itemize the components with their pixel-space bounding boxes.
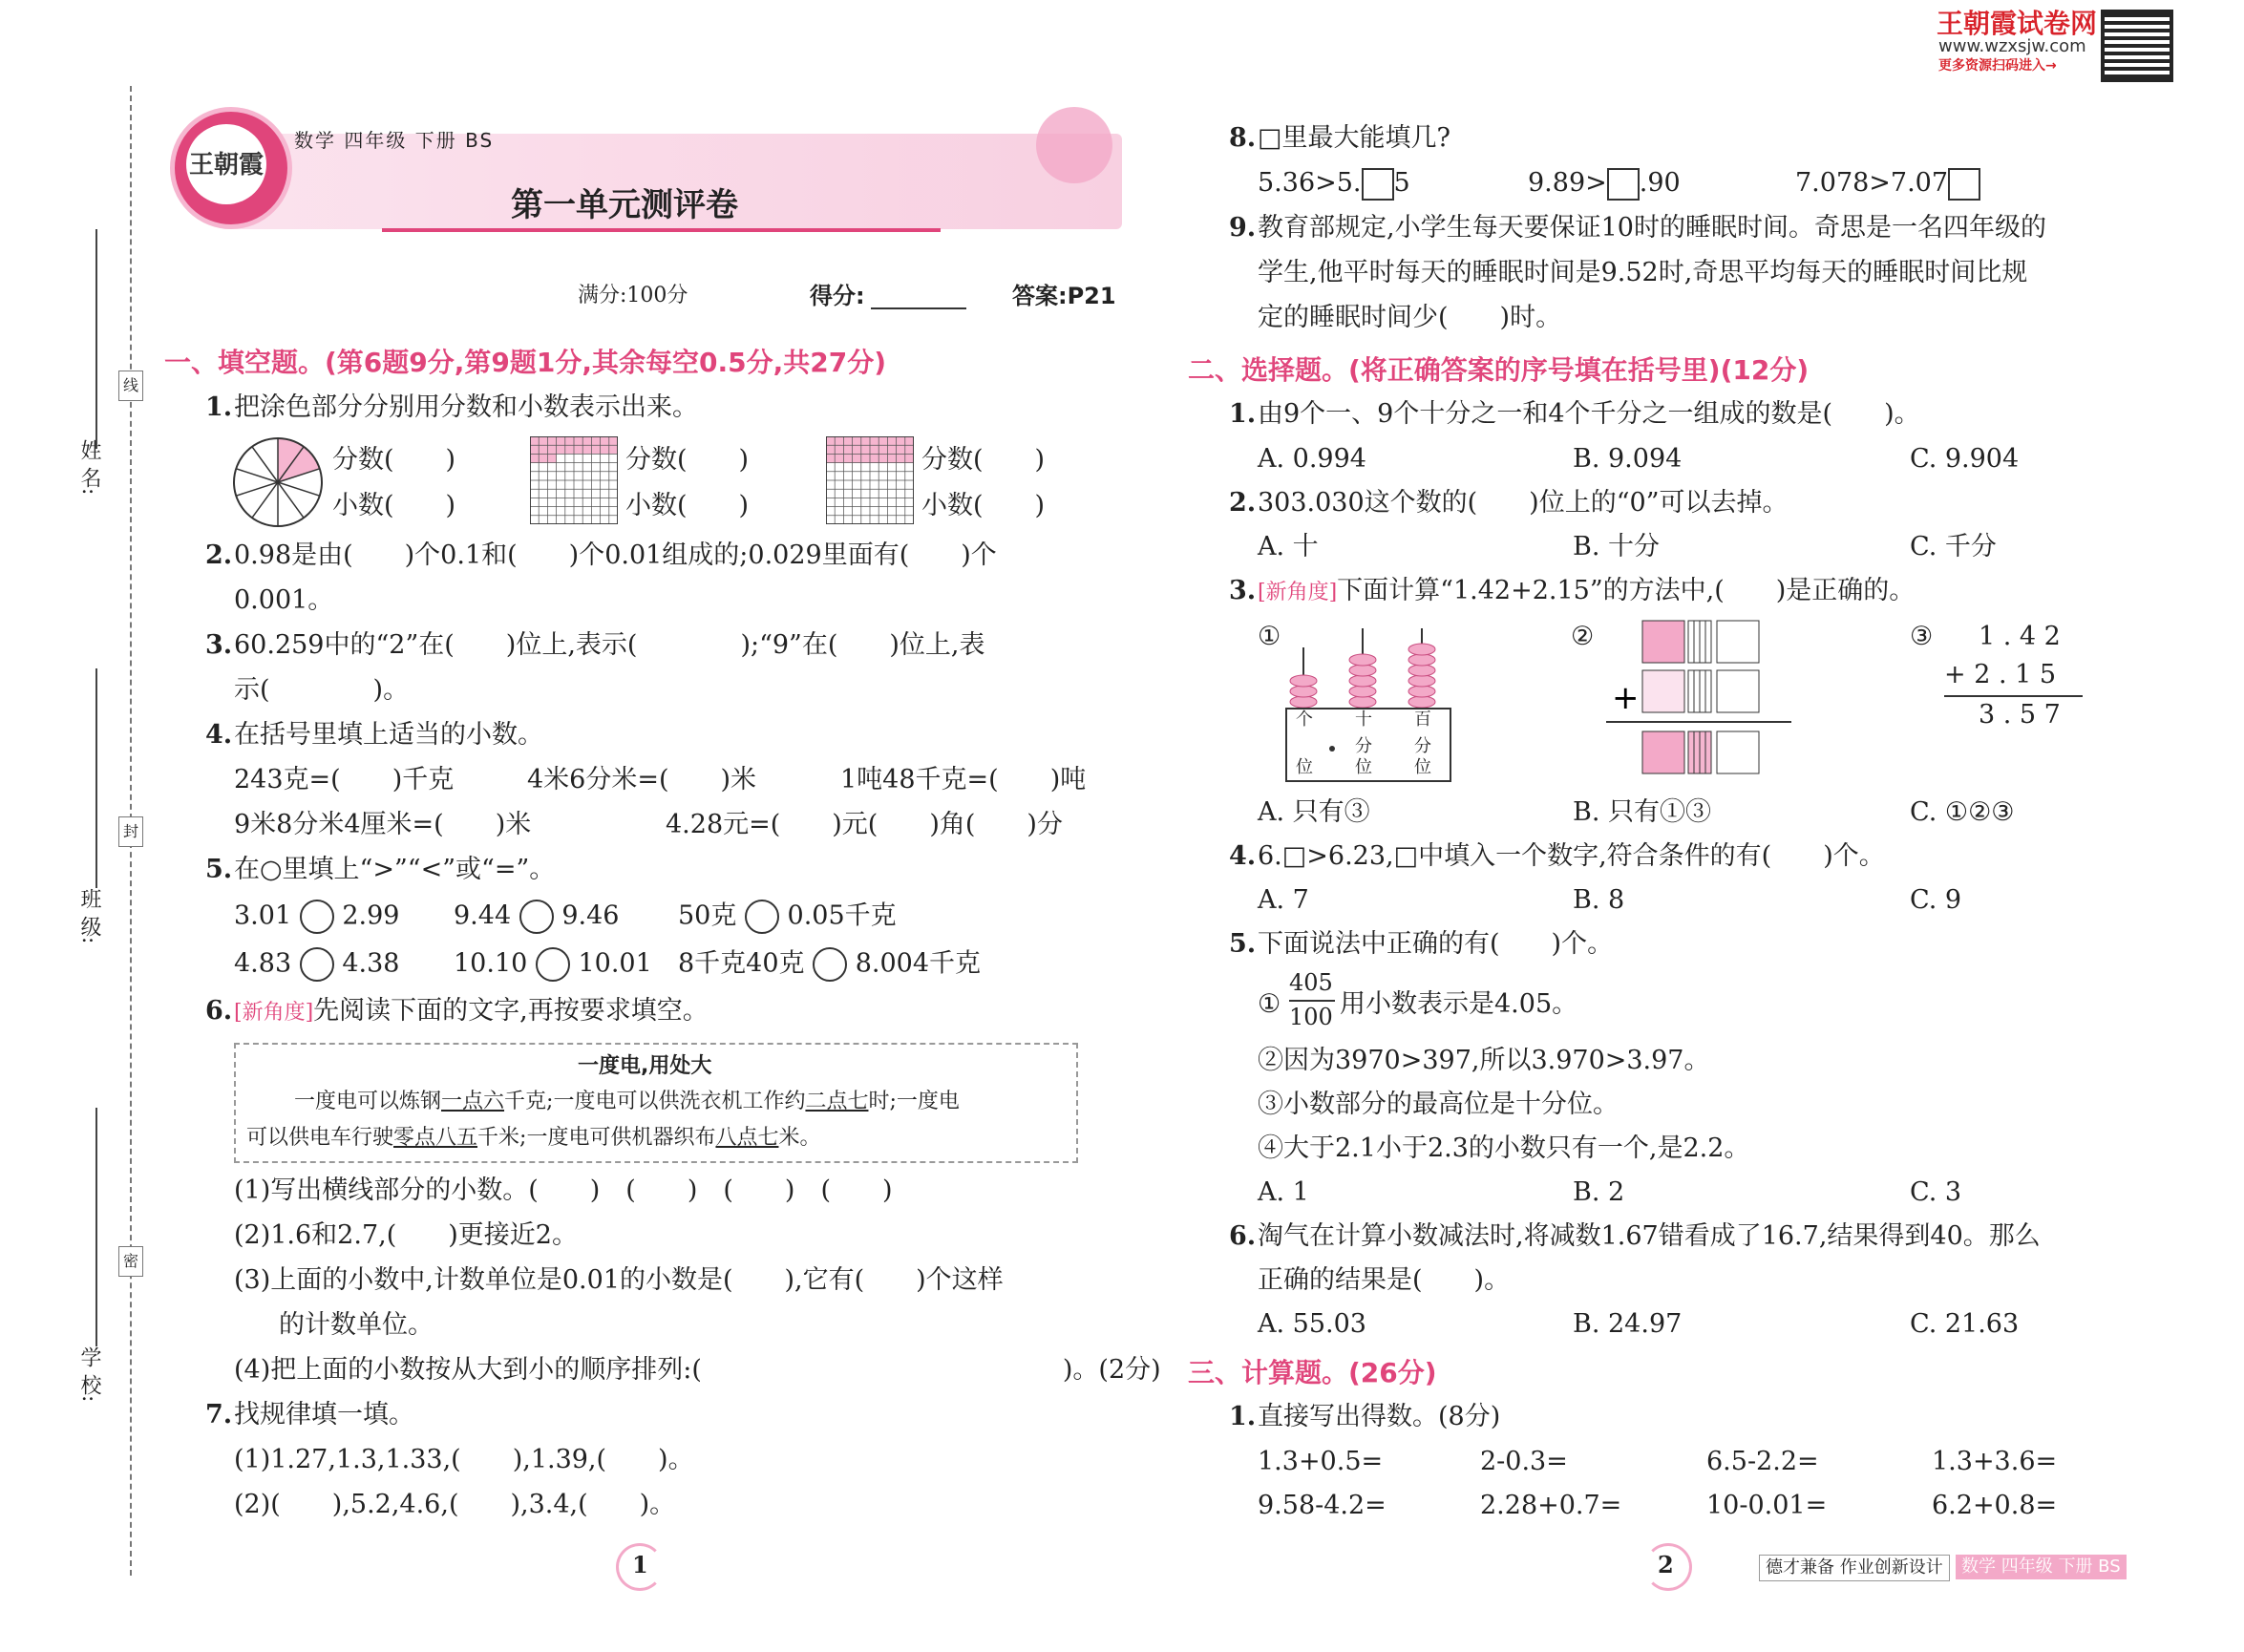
calc-item: 2.28+0.7= bbox=[1480, 1491, 1622, 1520]
q4-item-e: 4.28元=( )元( )角( )分 bbox=[666, 810, 1063, 839]
compare-circle[interactable] bbox=[745, 900, 779, 934]
c3-method-2-label: ② bbox=[1571, 622, 1595, 651]
q5-item-2: 9.44 9.46 bbox=[454, 900, 619, 934]
c3-option-a[interactable]: A. 只有③ bbox=[1258, 797, 1370, 827]
q9-line1: 教育部规定,小学生每天要保证10时的睡眠时间。奇思是一名四年级的 bbox=[1258, 213, 2046, 243]
abacus-label-shi: 十 bbox=[1355, 710, 1372, 730]
c5-statement-3: ③小数部分的最高位是十分位。 bbox=[1258, 1090, 1619, 1119]
watermark-url: www.wzxsjw.com bbox=[1938, 36, 2086, 56]
abacus-label-bai: 百 bbox=[1414, 710, 1431, 730]
c1-option-b[interactable]: B. 9.094 bbox=[1573, 444, 1683, 474]
header-sun-decoration bbox=[1036, 107, 1112, 183]
q9-line2: 学生,他平时每天的睡眠时间是9.52时,奇思平均每天的睡眠时间比规 bbox=[1258, 258, 2028, 287]
page-title: 第一单元测评卷 bbox=[511, 186, 738, 224]
c1-option-a[interactable]: A. 0.994 bbox=[1258, 444, 1366, 474]
calc-item: 9.58-4.2= bbox=[1258, 1491, 1387, 1520]
binding-mark-mi: 密 bbox=[118, 1246, 143, 1277]
q1-number: 1. bbox=[205, 392, 233, 422]
c6-line2: 正确的结果是( )。 bbox=[1258, 1265, 1511, 1295]
q6-box-line1: 一度电可以炼钢一点六千克;一度电可以供洗衣机工作约二点七时;一度电 bbox=[294, 1090, 960, 1113]
q1-frac-1: 分数( ) bbox=[332, 445, 456, 475]
watermark-title: 王朝霞试卷网 bbox=[1937, 8, 2098, 39]
q6-line: [新角度]先阅读下面的文字,再按要求填空。 bbox=[234, 996, 709, 1026]
q6-sub-3a: (3)上面的小数中,计数单位是0.01的小数是( ),它有( )个这样 bbox=[234, 1265, 1004, 1295]
q2-line1: 0.98是由( )个0.1和( )个0.01组成的;0.029里面有( )个 bbox=[234, 540, 997, 570]
c3-vertical-line1: 1 . 4 2 bbox=[1979, 622, 2061, 651]
q8-item-a: 5.36>5. 5 bbox=[1258, 167, 1410, 201]
section-2-heading: 二、选择题。(将正确答案的序号填在括号里)(12分) bbox=[1188, 354, 1810, 386]
c5-statement-1-prefix: ① bbox=[1258, 989, 1281, 1019]
q4-item-c: 1吨48千克=( )吨 bbox=[840, 765, 1087, 794]
q8-answer-box[interactable] bbox=[1607, 168, 1640, 201]
calc-item: 10-0.01= bbox=[1706, 1491, 1828, 1520]
compare-circle[interactable] bbox=[519, 900, 554, 934]
c6-number: 6. bbox=[1229, 1221, 1257, 1251]
c2-option-a[interactable]: A. 十 bbox=[1258, 532, 1319, 561]
q7-text: 找规律填一填。 bbox=[234, 1400, 414, 1430]
c4-number: 4. bbox=[1229, 841, 1257, 871]
c1-number: 1. bbox=[1229, 399, 1257, 429]
score-label: 得分: bbox=[810, 283, 865, 309]
compare-circle[interactable] bbox=[300, 900, 334, 934]
q7-number: 7. bbox=[205, 1400, 233, 1430]
q2-line2: 0.001。 bbox=[234, 585, 334, 615]
q1-text: 把涂色部分分别用分数和小数表示出来。 bbox=[234, 392, 698, 422]
page-number-right: 2 bbox=[1658, 1551, 1674, 1578]
q8-answer-box[interactable] bbox=[1362, 168, 1394, 201]
calc-item: 6.5-2.2= bbox=[1706, 1447, 1819, 1476]
q4-text: 在括号里填上适当的小数。 bbox=[234, 720, 543, 750]
compare-circle[interactable] bbox=[300, 947, 334, 982]
q6-box-title: 一度电,用处大 bbox=[578, 1054, 712, 1078]
footer-subject: 数学 四年级 下册 BS bbox=[1956, 1555, 2127, 1579]
abacus-sub-shi: 分 bbox=[1355, 736, 1372, 756]
q3-number: 3. bbox=[205, 630, 233, 660]
footer-brand: 德才兼备 作业创新设计 bbox=[1759, 1555, 1950, 1581]
q1-frac-3: 分数( ) bbox=[921, 445, 1046, 475]
c4-text: 6.□>6.23,□中填入一个数字,符合条件的有( )个。 bbox=[1258, 841, 1885, 871]
c4-option-c[interactable]: C. 9 bbox=[1910, 885, 1962, 915]
q1-dec-2: 小数( ) bbox=[625, 491, 750, 520]
q5-text: 在○里填上“>”“<”或“=”。 bbox=[234, 855, 556, 884]
calc-item: 6.2+0.8= bbox=[1932, 1491, 2058, 1520]
q1-frac-2: 分数( ) bbox=[625, 445, 750, 475]
calc-item: 1.3+0.5= bbox=[1258, 1447, 1384, 1476]
q8-text: □里最大能填几? bbox=[1258, 123, 1450, 153]
c3-vertical-line2: + 2 . 1 5 bbox=[1944, 660, 2057, 689]
q3-line1: 60.259中的“2”在( )位上,表示( );“9”在( )位上,表 bbox=[234, 630, 985, 660]
section-3-heading: 三、计算题。(26分) bbox=[1188, 1357, 1437, 1388]
c1-text: 由9个一、9个十分之一和4个千分之一组成的数是( )。 bbox=[1258, 399, 1920, 429]
answer-ref: 答案:P21 bbox=[1012, 283, 1116, 309]
c3-blocks-figure bbox=[1604, 619, 1795, 783]
binding-mark-xian: 线 bbox=[118, 371, 143, 401]
abacus-sub2-shi: 位 bbox=[1355, 757, 1372, 777]
q7-sub-2: (2)( ),5.2,4.6,( ),3.4,( )。 bbox=[234, 1490, 676, 1519]
q6-sub-2: (2)1.6和2.7,( )更接近2。 bbox=[234, 1220, 578, 1250]
q1-pie-figure bbox=[232, 436, 324, 528]
abacus-sub-bai: 分 bbox=[1414, 736, 1431, 756]
q1-grid-figure-2 bbox=[826, 436, 914, 524]
q4-item-b: 4米6分米=( )米 bbox=[527, 765, 757, 794]
q8-item-c: 7.078>7.07 bbox=[1795, 167, 1980, 201]
c5-statement-2: ②因为3970>397,所以3.970>3.97。 bbox=[1258, 1046, 1710, 1075]
c5-fraction-denominator: 100 bbox=[1289, 1004, 1333, 1030]
c2-option-b[interactable]: B. 十分 bbox=[1573, 532, 1661, 561]
new-angle-tag: [新角度] bbox=[1258, 581, 1338, 604]
k1-text: 直接写出得数。(8分) bbox=[1258, 1402, 1501, 1431]
compare-circle[interactable] bbox=[536, 947, 570, 982]
header-subject-line: 数学 四年级 下册 BS bbox=[294, 129, 495, 152]
q5-number: 5. bbox=[205, 855, 233, 884]
c5-option-a[interactable]: A. 1 bbox=[1258, 1177, 1309, 1207]
abacus-sub2-bai: 位 bbox=[1414, 757, 1431, 777]
compare-circle[interactable] bbox=[813, 947, 847, 982]
c5-number: 5. bbox=[1229, 929, 1257, 959]
calc-item: 2-0.3= bbox=[1480, 1447, 1568, 1476]
c5-fraction-numerator: 405 bbox=[1289, 969, 1333, 996]
c1-option-c[interactable]: C. 9.904 bbox=[1910, 444, 2020, 474]
q3-line2: 示( )。 bbox=[234, 675, 410, 705]
c5-text: 下面说法中正确的有( )个。 bbox=[1258, 929, 1614, 959]
q5-item-1: 3.01 2.99 bbox=[234, 900, 399, 934]
binding-school-label: 学 校: bbox=[77, 1346, 101, 1403]
q5-item-5: 10.10 10.01 bbox=[454, 947, 652, 982]
q1-dec-3: 小数( ) bbox=[921, 491, 1046, 520]
c5-fraction-bar bbox=[1289, 1000, 1335, 1002]
c6-option-c[interactable]: C. 21.63 bbox=[1910, 1309, 2020, 1339]
c2-text: 303.030这个数的( )位上的“0”可以去掉。 bbox=[1258, 488, 1789, 518]
binding-name-label: 姓 名: bbox=[77, 439, 101, 496]
c4-option-b[interactable]: B. 8 bbox=[1573, 885, 1625, 915]
abacus-sub-ge: 位 bbox=[1296, 757, 1313, 777]
watermark-note: 更多资源扫码进入→ bbox=[1938, 58, 2057, 74]
full-score: 满分:100分 bbox=[578, 284, 688, 307]
k1-number: 1. bbox=[1229, 1402, 1257, 1431]
q8-item-b: 9.89> .90 bbox=[1528, 167, 1681, 201]
section-1-heading: 一、填空题。(第6题9分,第9题1分,其余每空0.5分,共27分) bbox=[164, 347, 887, 378]
qr-code-icon[interactable] bbox=[2101, 10, 2173, 82]
c5-option-c[interactable]: C. 3 bbox=[1910, 1177, 1962, 1207]
c3-method-1-label: ① bbox=[1258, 622, 1281, 651]
binding-class-label: 班 级: bbox=[77, 888, 101, 944]
q6-sub-1: (1)写出横线部分的小数。( ) ( ) ( ) ( ) bbox=[234, 1175, 893, 1205]
binding-mark-feng: 封 bbox=[118, 816, 143, 847]
c6-option-a[interactable]: A. 55.03 bbox=[1258, 1309, 1366, 1339]
c3-vertical-line3: 3 . 5 7 bbox=[1979, 700, 2061, 730]
binding-name-line bbox=[95, 229, 97, 449]
new-angle-tag: [新角度] bbox=[234, 1001, 314, 1025]
q1-grid-figure-1 bbox=[530, 436, 618, 524]
score-blank[interactable] bbox=[871, 307, 966, 309]
c3-number: 3. bbox=[1229, 576, 1257, 605]
q4-item-d: 9米8分米4厘米=( )米 bbox=[234, 810, 532, 839]
binding-school-line bbox=[95, 1108, 97, 1346]
q4-number: 4. bbox=[205, 720, 233, 750]
q6-number: 6. bbox=[205, 996, 233, 1026]
c5-option-b[interactable]: B. 2 bbox=[1573, 1177, 1625, 1207]
page-number-left: 1 bbox=[632, 1551, 648, 1578]
binding-class-line bbox=[95, 668, 97, 888]
q8-number: 8. bbox=[1229, 123, 1257, 153]
q6-box-line2: 可以供电车行驶零点八五千米;一度电可供机器织布八点七米。 bbox=[246, 1126, 821, 1150]
c3-option-b[interactable]: B. 只有①③ bbox=[1573, 797, 1712, 827]
c3-option-c[interactable]: C. ①②③ bbox=[1910, 797, 2015, 827]
svg-text:+: + bbox=[1612, 679, 1640, 717]
c2-option-c[interactable]: C. 千分 bbox=[1910, 532, 1997, 561]
c5-statement-1-text: 用小数表示是4.05。 bbox=[1340, 989, 1578, 1019]
q8-answer-box[interactable] bbox=[1948, 168, 1980, 201]
q6-sub-4: (4)把上面的小数按从大到小的顺序排列:( )。(2分) bbox=[234, 1355, 1161, 1385]
q5-item-4: 4.83 4.38 bbox=[234, 947, 399, 982]
c3-vertical-rule bbox=[1944, 695, 2083, 697]
title-underline bbox=[382, 228, 941, 232]
q6-sub-3b: 的计数单位。 bbox=[279, 1310, 434, 1340]
q9-line3: 定的睡眠时间少( )时。 bbox=[1258, 303, 1562, 332]
q9-number: 9. bbox=[1229, 213, 1257, 243]
calc-item: 1.3+3.6= bbox=[1932, 1447, 2058, 1476]
q1-dec-1: 小数( ) bbox=[332, 491, 456, 520]
c3-line: [新角度]下面计算“1.42+2.15”的方法中,( )是正确的。 bbox=[1258, 576, 1916, 605]
q5-item-3: 50克 0.05千克 bbox=[678, 900, 897, 934]
c4-option-a[interactable]: A. 7 bbox=[1258, 885, 1309, 915]
c6-line1: 淘气在计算小数减法时,将减数1.67错看成了16.7,结果得到40。那么 bbox=[1258, 1221, 2041, 1251]
c2-number: 2. bbox=[1229, 488, 1257, 518]
q7-sub-1: (1)1.27,1.3,1.33,( ),1.39,( )。 bbox=[234, 1445, 694, 1474]
abacus-label-ge: 个 bbox=[1296, 710, 1313, 730]
c5-statement-4: ④大于2.1小于2.3的小数只有一个,是2.2。 bbox=[1258, 1133, 1750, 1163]
q5-item-6: 8千克40克 8.004千克 bbox=[678, 947, 981, 982]
q2-number: 2. bbox=[205, 540, 233, 570]
logo-text: 王朝霞 bbox=[188, 151, 264, 180]
q4-item-a: 243克=( )千克 bbox=[234, 765, 455, 794]
c6-option-b[interactable]: B. 24.97 bbox=[1573, 1309, 1683, 1339]
c3-method-3-label: ③ bbox=[1910, 622, 1934, 651]
